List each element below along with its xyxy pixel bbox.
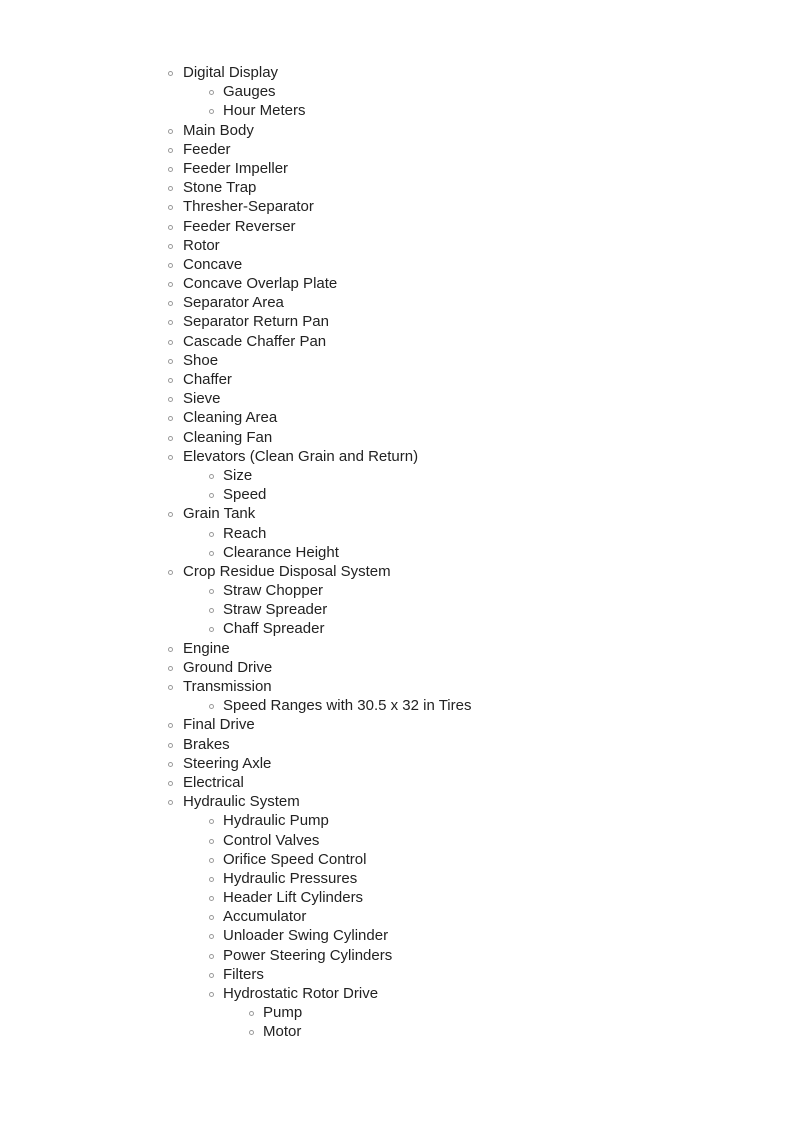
bullet-icon (209, 608, 214, 613)
outline-item-label: Hydraulic Pressures (223, 869, 358, 887)
bullet-icon (168, 436, 173, 441)
outline-item-label: Cascade Chaffer Pan (183, 332, 327, 350)
outline-item-label: Reach (223, 524, 267, 542)
outline-item-label: Clearance Height (223, 543, 339, 561)
bullet-icon (209, 109, 214, 114)
bullet-icon (168, 205, 173, 210)
outline-item-label: Grain Tank (183, 505, 256, 523)
outline-item-label: Brakes (183, 735, 230, 753)
outline-item-level-1 (0, 255, 794, 274)
bullet-icon (209, 954, 214, 959)
bullet-icon (168, 282, 173, 287)
outline-item-level-1 (0, 178, 794, 197)
outline-item-level-2 (0, 888, 794, 907)
outline-item-label: Electrical (183, 773, 244, 791)
outline-item-label: Digital Display (183, 64, 279, 81)
outline-item-level-1 (0, 504, 794, 523)
bullet-icon (209, 493, 214, 498)
outline-item-label: Power Steering Cylinders (223, 946, 393, 964)
bullet-icon (209, 90, 214, 95)
outline-item-level-2 (0, 965, 794, 984)
outline-item-label: Rotor (183, 236, 220, 254)
outline-item-label: Separator Return Pan (183, 313, 329, 331)
bullet-icon (168, 244, 173, 249)
bullet-icon (168, 148, 173, 153)
outline-item-level-1 (0, 63, 794, 82)
outline-item-level-1 (0, 197, 794, 216)
outline-item-level-1 (0, 562, 794, 581)
outline-item-label: Crop Residue Disposal System (183, 562, 391, 580)
outline-item-label: Final Drive (183, 716, 255, 734)
outline-item-label: Unloader Swing Cylinder (223, 927, 389, 945)
outline-item-level-2 (0, 600, 794, 619)
outline-item-label: Feeder (183, 140, 231, 158)
outline-item-label: Hydrostatic Rotor Drive (223, 985, 379, 1002)
outline-item-level-2 (0, 946, 794, 965)
bullet-icon (168, 301, 173, 306)
bullet-icon (168, 320, 173, 325)
outline-item-label: Stone Trap (183, 179, 257, 197)
outline-item-level-2 (0, 984, 794, 1003)
bullet-icon (168, 743, 173, 748)
bullet-icon (168, 359, 173, 364)
outline-item-level-2 (0, 82, 794, 101)
outline-item-label: Separator Area (183, 294, 284, 312)
outline-item-label: Hydraulic Pump (223, 812, 329, 830)
bullet-icon (168, 666, 173, 671)
bullet-icon (209, 627, 214, 632)
outline-item-label: Control Valves (223, 831, 320, 849)
bullet-icon (209, 819, 214, 824)
bullet-icon (168, 186, 173, 191)
outline-item-label: Feeder Reverser (183, 217, 296, 235)
bullet-icon (209, 858, 214, 863)
bullet-icon (168, 167, 173, 172)
outline-item-label: Concave Overlap Plate (183, 275, 338, 293)
outline-item-level-2 (0, 485, 794, 504)
outline-item-level-1 (0, 677, 794, 696)
bullet-icon (209, 474, 214, 479)
bullet-icon (168, 129, 173, 134)
outline-item-label: Hydraulic System (183, 793, 300, 811)
outline-item-label: Straw Chopper (223, 582, 324, 600)
outline-item-label: Shoe (183, 351, 219, 369)
outline-item-level-1 (0, 792, 794, 811)
outline-item-level-1 (0, 370, 794, 389)
bullet-icon (209, 704, 214, 709)
bullet-icon (209, 915, 214, 920)
outline-item-level-2 (0, 926, 794, 945)
outline-item-label: Transmission (183, 678, 272, 695)
outline-item-level-1 (0, 715, 794, 734)
outline-item-label: Thresher-Separator (183, 198, 314, 216)
outline-item-level-2 (0, 581, 794, 600)
outline-item-label: Ground Drive (183, 658, 273, 676)
outline-item-label: Motor (263, 1023, 302, 1041)
outline-item-label: Pump (263, 1004, 303, 1022)
bullet-icon (168, 647, 173, 652)
outline-item-label: Gauges (223, 83, 276, 101)
outline-item-level-1 (0, 428, 794, 447)
outline-item-level-1 (0, 217, 794, 236)
bullet-icon (209, 839, 214, 844)
outline-item-level-2 (0, 619, 794, 638)
outline-item-level-1 (0, 754, 794, 773)
outline-item-level-1 (0, 351, 794, 370)
outline-item-level-1 (0, 159, 794, 178)
bullet-icon (249, 1011, 254, 1016)
bullet-icon (168, 71, 173, 76)
outline-item-level-1 (0, 312, 794, 331)
outline-item-level-2 (0, 907, 794, 926)
outline-item-label: Hour Meters (223, 102, 306, 120)
bullet-icon (209, 532, 214, 537)
outline-item-level-1 (0, 639, 794, 658)
bullet-icon (168, 225, 173, 230)
outline-item-label: Cleaning Area (183, 409, 278, 427)
outline-item-level-1 (0, 140, 794, 159)
bullet-icon (209, 934, 214, 939)
outline-item-label: Speed Ranges with 30.5 x 32 in Tires (223, 697, 472, 715)
outline-item-level-1 (0, 332, 794, 351)
outline-item-label: Cleaning Fan (183, 428, 273, 446)
outline-list (0, 63, 794, 1042)
outline-item-level-1 (0, 658, 794, 677)
bullet-icon (168, 762, 173, 767)
outline-item-label: Size (223, 466, 253, 484)
outline-item-label: Engine (183, 639, 230, 657)
outline-item-label: Feeder Impeller (183, 159, 289, 177)
outline-item-level-1 (0, 274, 794, 293)
bullet-icon (168, 512, 173, 517)
outline-item-level-1 (0, 236, 794, 255)
bullet-icon (168, 416, 173, 421)
outline-item-level-1 (0, 293, 794, 312)
outline-item-level-1 (0, 408, 794, 427)
bullet-icon (168, 378, 173, 383)
outline-item-label: Sieve (183, 390, 221, 408)
bullet-icon (209, 551, 214, 556)
outline-item-label: Elevators (Clean Grain and Return) (183, 447, 419, 465)
outline-item-label: Orifice Speed Control (223, 850, 367, 868)
bullet-icon (168, 800, 173, 805)
outline-item-label: Filters (223, 965, 264, 983)
outline-item-level-2 (0, 696, 794, 715)
outline-item-label: Chaffer (183, 371, 232, 388)
bullet-icon (168, 723, 173, 728)
outline-item-label: Header Lift Cylinders (223, 889, 364, 907)
outline-item-level-2 (0, 831, 794, 850)
bullet-icon (209, 992, 214, 997)
outline-item-level-1 (0, 773, 794, 792)
outline-item-label: Accumulator (223, 908, 307, 926)
bullet-icon (168, 781, 173, 786)
outline-item-level-2 (0, 466, 794, 485)
outline-item-level-2 (0, 869, 794, 888)
outline-item-level-2 (0, 101, 794, 120)
outline-item-level-2 (0, 543, 794, 562)
outline-item-label: Main Body (183, 121, 254, 139)
outline-item-level-3 (0, 1022, 794, 1041)
bullet-icon (168, 263, 173, 268)
outline-item-level-2 (0, 850, 794, 869)
outline-item-level-1 (0, 447, 794, 466)
bullet-icon (168, 397, 173, 402)
bullet-icon (249, 1030, 254, 1035)
outline-item-level-2 (0, 524, 794, 543)
bullet-icon (209, 896, 214, 901)
bullet-icon (209, 877, 214, 882)
outline-item-level-3 (0, 1003, 794, 1022)
bullet-icon (209, 973, 214, 978)
outline-item-label: Concave (183, 255, 243, 273)
outline-item-level-1 (0, 735, 794, 754)
outline-item-level-2 (0, 811, 794, 830)
outline-item-label: Steering Axle (183, 754, 272, 772)
bullet-icon (168, 570, 173, 575)
bullet-icon (209, 589, 214, 594)
outline-item-label: Chaff Spreader (223, 620, 325, 638)
outline-item-level-1 (0, 121, 794, 140)
outline-item-label: Speed (223, 486, 267, 504)
bullet-icon (168, 340, 173, 345)
bullet-icon (168, 685, 173, 690)
outline-item-level-1 (0, 389, 794, 408)
bullet-icon (168, 455, 173, 460)
outline-item-label: Straw Spreader (223, 601, 328, 619)
